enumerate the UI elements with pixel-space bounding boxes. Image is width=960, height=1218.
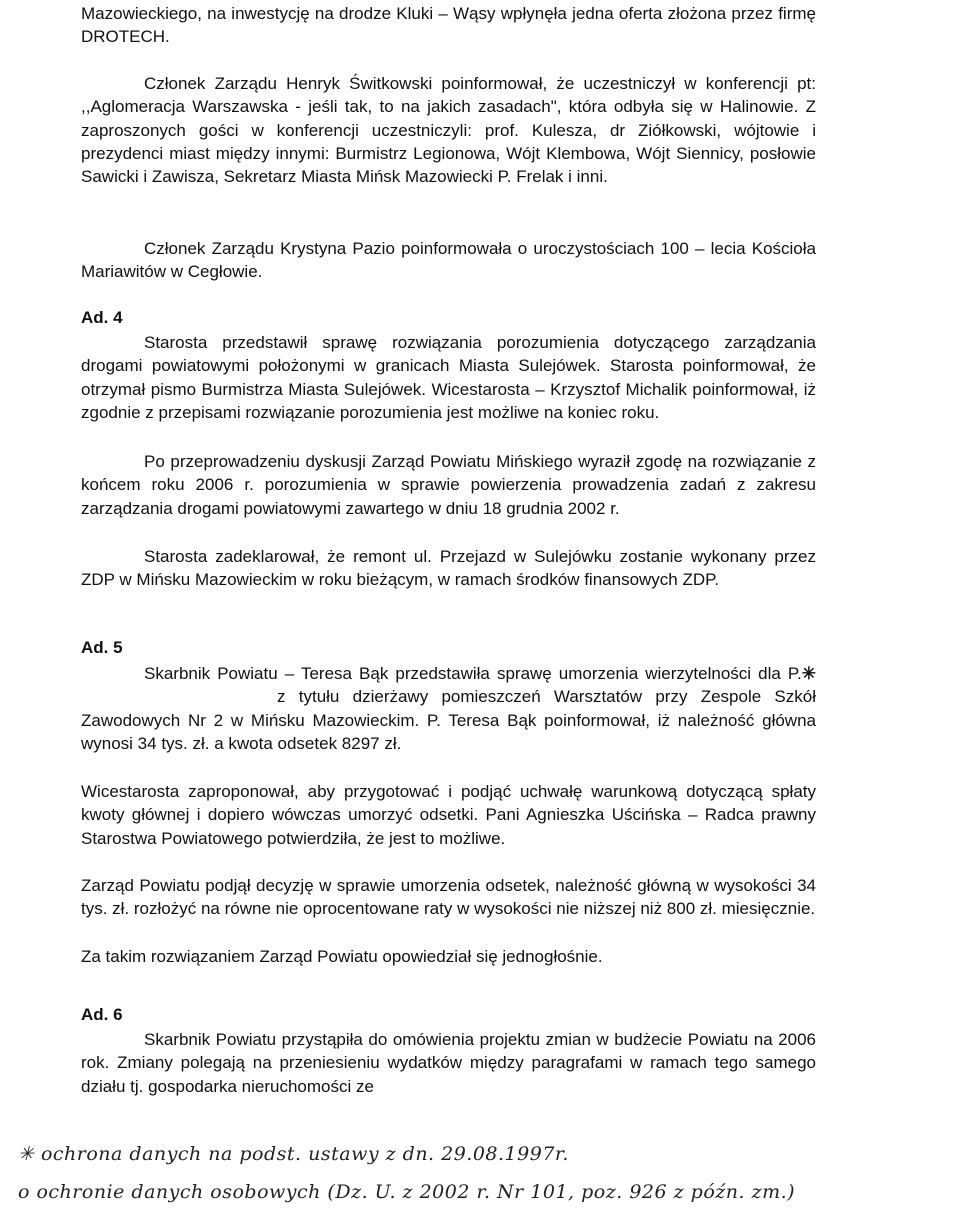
- paragraph-ad4-agreement: Starosta przedstawił sprawę rozwiązania porozumienia dotyczącego zarządzania drogami powiatowymi położonymi w granicach Miasta Sulejówek. Starosta poinformował, że otrzymał pismo Burmistrza Miasta Sulejówek. Wicestarosta – Krzysztof Michalik poinformował, iż zgodnie z przepisami rozwiązanie porozumienia jest możliwe na koniec roku.: [81, 333, 816, 422]
- paragraph-ad4-repair: Starosta zadeklarował, że remont ul. Przejazd w Sulejówku zostanie wykonany przez ZDP w Mińsku Mazowieckim w roku bieżącym, w ramach środków finansowych ZDP.: [81, 547, 816, 590]
- paragraph-ad5-decision: Zarząd Powiatu podjął decyzję w sprawie umorzenia odsetek, należność główną w wysokości 34 tys. zł. rozłożyć na równe nie oprocentowane raty w wysokości nie niższej niż 800 zł. miesięcznie.: [81, 876, 816, 919]
- paragraph-ad5-debt: [81, 662, 816, 755]
- section-heading-ad5: Ad. 5: [81, 638, 123, 657]
- redaction-asterisk-icon: ✳: [801, 664, 816, 683]
- paragraph-church-anniversary: Członek Zarządu Krystyna Pazio poinformowała o uroczystościach 100 – lecia Kościoła Mariawitów w Cegłowie.: [81, 239, 816, 282]
- paragraph-drotech-offer: Mazowieckiego, na inwestycję na drodze Kluki – Wąsy wpłynęła jedna oferta złożona przez firmę DROTECH.: [81, 4, 816, 47]
- handwritten-footnote-line2: o ochronie danych osobowych (Dz. U. z 2002 r. Nr 101, poz. 926 z późn. zm.): [18, 1181, 796, 1203]
- paragraph-ad5-proposal: Wicestarosta zaproponował, aby przygotować i podjąć uchwałę warunkową dotyczącą spłaty kwoty głównej i dopiero wówczas umorzyć odsetki. Pani Agnieszka Uścińska – Radca prawny Starostwa Powiatowego potwierdziła, że jest to możliwe.: [81, 782, 816, 848]
- paragraph-ad5-debt-part2: z tytułu dzierżawy pomieszczeń Warsztatów przy Zespole Szkół Zawodowych Nr 2 w Mińsku Mazowieckim. P. Teresa Bąk poinformował, iż należność główna wynosi 34 tys. zł. a kwota odsetek 8297 zł.: [81, 687, 816, 753]
- section-heading-ad4: Ad. 4: [81, 308, 123, 327]
- paragraph-ad5-vote: Za takim rozwiązaniem Zarząd Powiatu opowiedział się jednogłośnie.: [81, 947, 603, 966]
- paragraph-ad6-budget: Skarbnik Powiatu przystąpiła do omówienia projektu zmian w budżecie Powiatu na 2006 rok. Zmiany polegają na przeniesieniu wydatków między paragrafami w ramach tego samego działu tj. gospodarka nieruchomości ze: [81, 1030, 816, 1096]
- section-heading-ad6: Ad. 6: [81, 1005, 123, 1024]
- paragraph-ad4-decision: Po przeprowadzeniu dyskusji Zarząd Powiatu Mińskiego wyraził zgodę na rozwiązanie z końcem roku 2006 r. porozumienia w sprawie powierzenia prowadzenia zadań z zakresu zarządzania drogami powiatowymi zawartego w dniu 18 grudnia 2002 r.: [81, 452, 816, 518]
- handwritten-footnote-line1: ✳ ochrona danych na podst. ustawy z dn. 29.08.1997r.: [18, 1143, 569, 1165]
- paragraph-conference: Członek Zarządu Henryk Świtkowski poinformował, że uczestniczył w konferencji pt: ,,Aglomeracja Warszawska - jeśli tak, to na jakich zasadach", która odbyła się w Halinowie. Z zaproszonych gości w konferencji uczestniczyli: prof. Kulesza, dr Ziółkowski, wójtowie i prezydenci miast między innymi: Burmistrz Legionowa, Wójt Klembowa, Wójt Siennicy, posłowie Sawicki i Zawisza, Sekretarz Miasta Mińsk Mazowiecki P. Frelak i inni.: [81, 74, 816, 187]
- paragraph-ad5-debt-part1: Skarbnik Powiatu – Teresa Bąk przedstawiła sprawę umorzenia wierzytelności dla P.: [144, 664, 802, 683]
